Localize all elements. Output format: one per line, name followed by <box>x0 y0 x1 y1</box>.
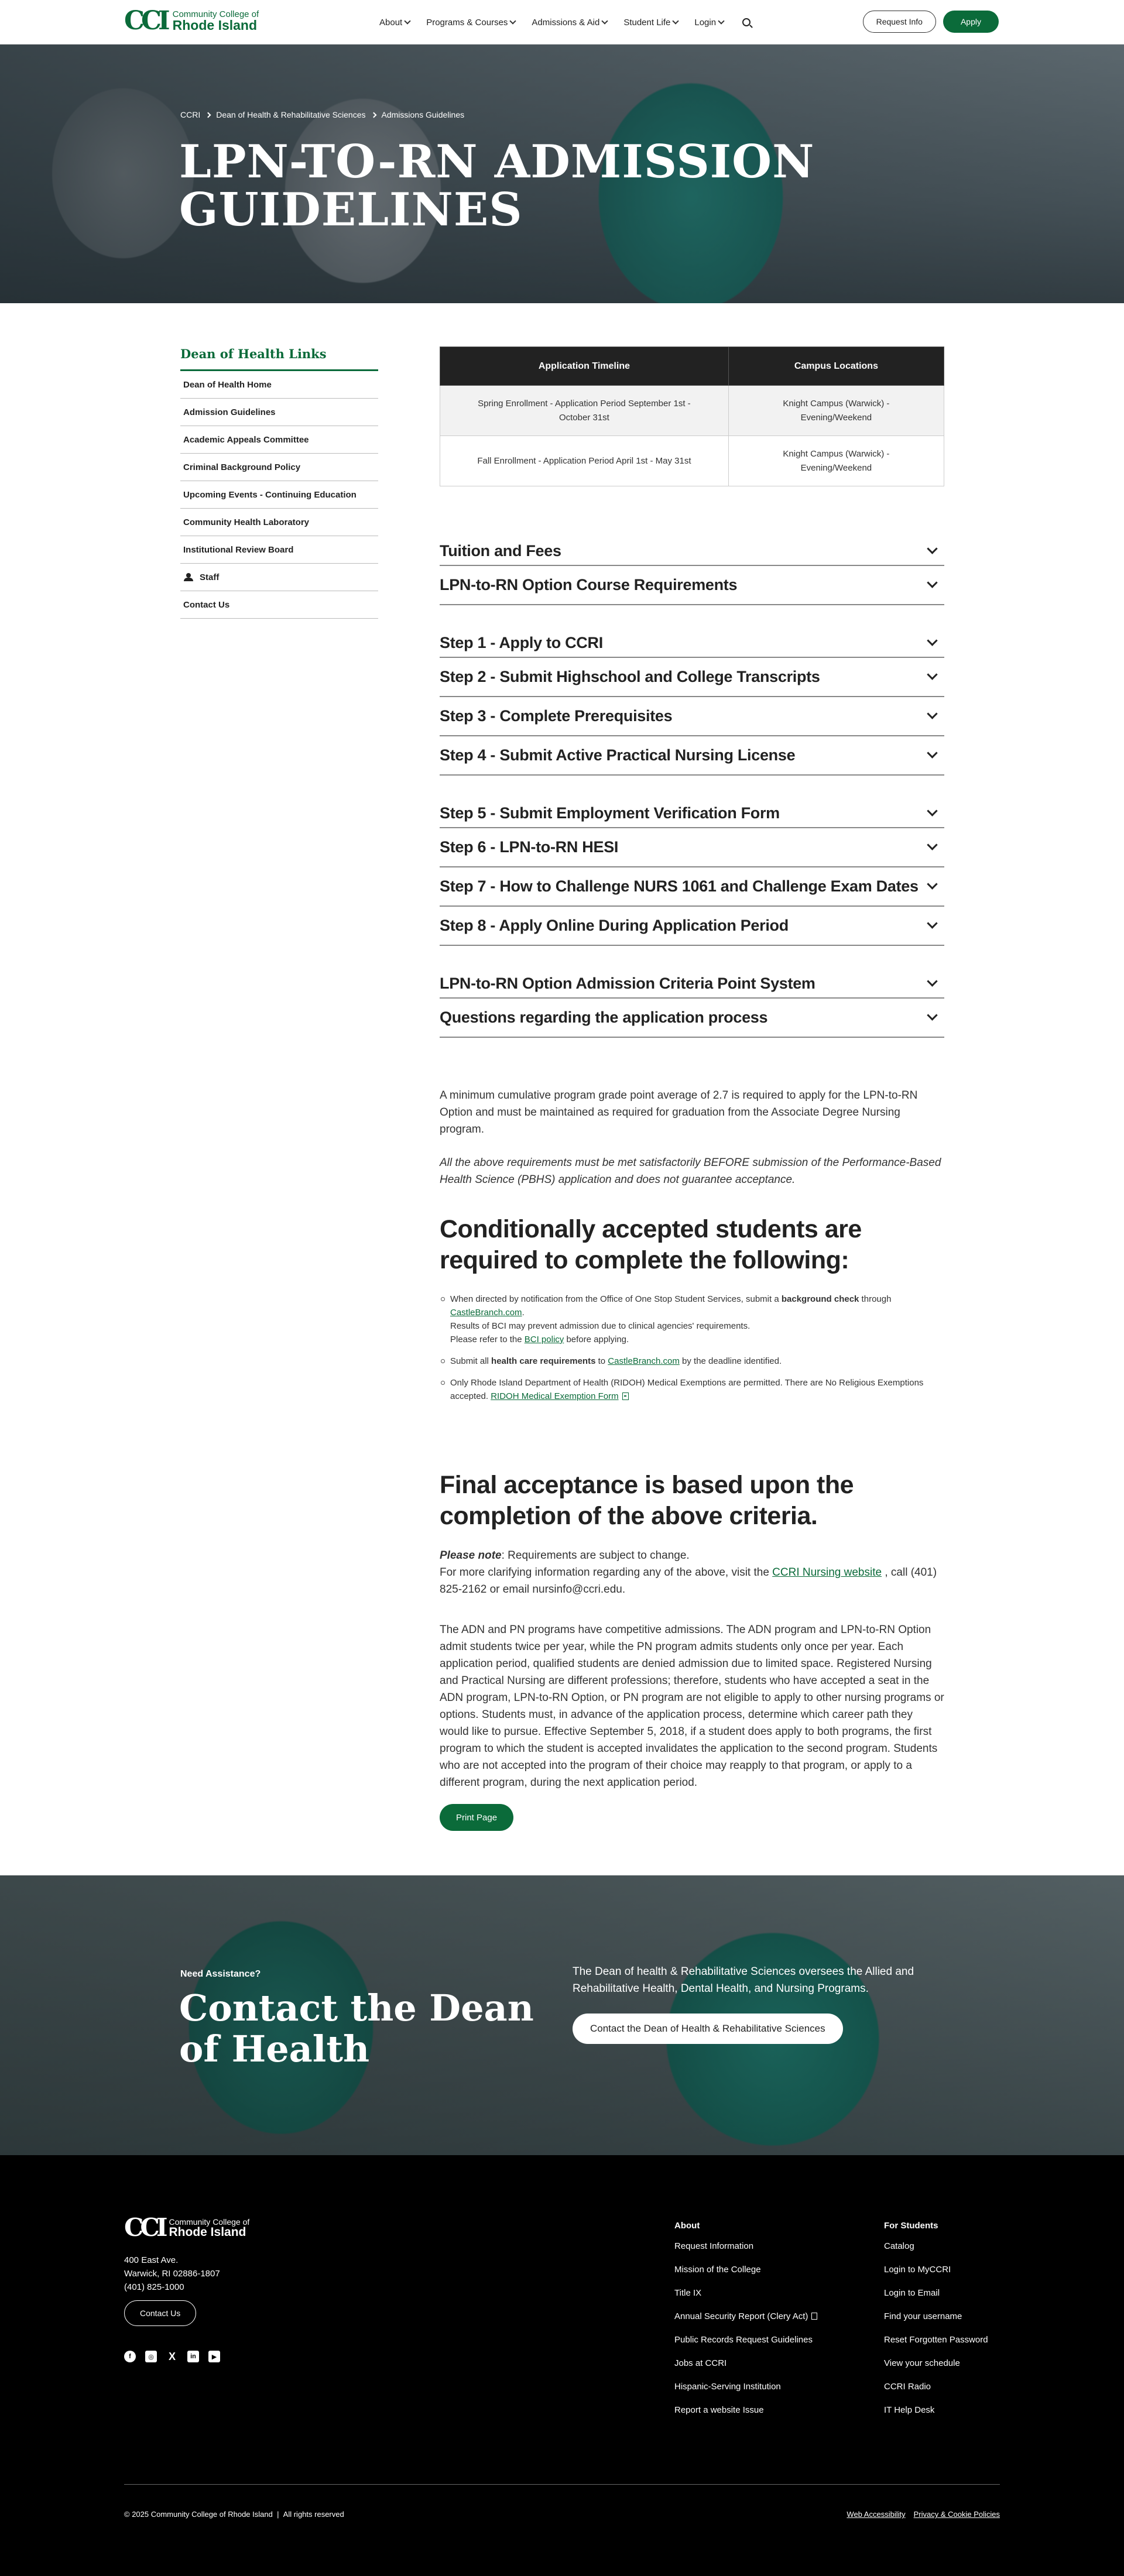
main-content <box>0 303 1124 1875</box>
legal-links <box>847 2510 1000 2519</box>
nav-admissions[interactable]: Admissions & Aid <box>532 18 607 28</box>
accordion-group-steps-1-4 <box>440 629 944 776</box>
breadcrumb-dean[interactable]: Dean of Health & Rehabilitative Sciences <box>216 110 366 119</box>
chevron-down-icon <box>927 805 937 816</box>
footer-col-title: About <box>674 2221 700 2231</box>
accordion-step-4[interactable]: Step 4 - Submit Active Practical Nursing License <box>440 736 944 776</box>
list-item: Only Rhode Island Department of Health (RIDOH) Medical Exemptions are permitted. There are No Religious Exemptions accepted. RIDOH Medical Exemption Form <box>440 1376 944 1403</box>
header-actions <box>863 11 999 33</box>
requirements-list <box>440 1292 944 1403</box>
footer-link[interactable]: Title IX <box>674 2288 702 2298</box>
accordion-group-fees <box>440 537 944 605</box>
page-title: LPN-TO-RN ADMISSION GUIDELINES <box>179 135 815 236</box>
footer-link[interactable]: Hispanic-Serving Institution <box>674 2382 781 2392</box>
chevron-down-icon <box>405 18 411 24</box>
chevron-down-icon <box>510 18 516 24</box>
note-paragraph: Please note: Requirements are subject to change. For more clarifying information regarding any of the above, visit the CCRI Nursing website , call (401) 825-2162 or email nursinfo@ccri.edu. <box>440 1549 937 1596</box>
accordion-questions[interactable]: Questions regarding the application process <box>440 999 944 1038</box>
chevron-down-icon <box>927 976 937 986</box>
facebook-icon[interactable]: f <box>124 2351 136 2362</box>
web-accessibility-link[interactable]: Web Accessibility <box>847 2510 906 2519</box>
chevron-down-icon <box>927 708 937 719</box>
sidebar-item-academic-appeals[interactable]: Academic Appeals Committee <box>180 426 378 454</box>
accordion-step-8[interactable]: Step 8 - Apply Online During Application Period <box>440 907 944 946</box>
logo-line1: Community College of <box>172 9 259 19</box>
accordion-group-criteria <box>440 969 944 1038</box>
breadcrumb-current: Admissions Guidelines <box>381 110 465 119</box>
conditional-heading: Conditionally accepted students are required to complete the following: <box>440 1215 862 1274</box>
list-item: When directed by notification from the Office of One Stop Student Services, submit a background check through CastleBranch.com. Results of BCI may prevent admission due to clinical agencies' requirements. Please refer to the BCI policy before applying. <box>440 1292 944 1346</box>
application-timeline-table <box>440 347 944 486</box>
logo-mark: CCI <box>124 6 167 36</box>
linkedin-icon[interactable]: in <box>187 2351 199 2362</box>
table-cell: Knight Campus (Warwick) - Evening/Weekend <box>728 436 944 486</box>
document-icon <box>622 1392 629 1400</box>
castlebranch-link[interactable]: CastleBranch.com <box>450 1308 522 1318</box>
accordion-point-system[interactable]: LPN-to-RN Option Admission Criteria Point System <box>440 969 944 999</box>
chevron-down-icon <box>927 669 937 680</box>
search-icon[interactable] <box>742 18 751 26</box>
table-cell: Spring Enrollment - Application Period September 1st - October 31st <box>440 386 729 436</box>
accordion-step-6[interactable]: Step 6 - LPN-to-RN HESI <box>440 828 944 867</box>
chevron-down-icon <box>927 543 937 554</box>
contact-title: Contact the Dean of Health <box>179 1987 534 2070</box>
chevron-right-icon <box>205 112 211 118</box>
sidebar-item-contact[interactable]: Contact Us <box>180 591 378 619</box>
footer-link[interactable]: Public Records Request Guidelines <box>674 2335 813 2345</box>
accordion-step-3[interactable]: Step 3 - Complete Prerequisites <box>440 697 944 736</box>
footer-link[interactable]: Catalog <box>884 2241 914 2251</box>
sidebar-item-admission-guidelines[interactable]: Admission Guidelines <box>180 399 378 426</box>
footer-logo[interactable]: CCI Community College of Rhode Island <box>124 2213 250 2242</box>
accordion-step-5[interactable]: Step 5 - Submit Employment Verification Form <box>440 799 944 828</box>
footer-divider <box>124 2484 1000 2485</box>
footer-link[interactable]: Jobs at CCRI <box>674 2358 727 2368</box>
chevron-down-icon <box>927 839 937 850</box>
castlebranch-link[interactable]: CastleBranch.com <box>608 1356 680 1366</box>
chevron-down-icon <box>927 918 937 928</box>
logo-line2: Rhode Island <box>172 18 258 33</box>
table-row <box>440 386 944 436</box>
list-item: Submit all health care requirements to CastleBranch.com by the deadline identified. <box>440 1354 944 1368</box>
accordion-step-1[interactable]: Step 1 - Apply to CCRI <box>440 629 944 658</box>
gpa-paragraph: A minimum cumulative program grade point average of 2.7 is required to apply for the LPN-to-RN Option and must be maintained as required for graduation from the Associate Degree Nursing program. <box>440 1089 918 1136</box>
chevron-down-icon <box>927 747 937 758</box>
footer-link[interactable]: Login to Email <box>884 2288 940 2298</box>
breadcrumb-ccri[interactable]: CCRI <box>180 110 201 119</box>
footer-link[interactable]: View your schedule <box>884 2358 960 2368</box>
nav-login[interactable]: Login <box>694 18 724 28</box>
chevron-down-icon <box>927 635 937 646</box>
document-icon <box>811 2313 817 2320</box>
nav-about[interactable]: About <box>379 18 410 28</box>
footer-link[interactable]: Mission of the College <box>674 2265 761 2275</box>
nav-programs[interactable]: Programs & Courses <box>426 18 515 28</box>
contact-kicker: Need Assistance? <box>180 1969 261 1979</box>
breadcrumb <box>180 110 464 119</box>
site-logo[interactable] <box>124 8 259 34</box>
accordion-group-steps-5-8 <box>440 799 944 946</box>
sidebar-item-staff[interactable]: Staff <box>180 564 378 591</box>
main-nav <box>379 0 751 44</box>
nav-student-life[interactable]: Student Life <box>623 18 678 28</box>
sidebar-item-irb[interactable]: Institutional Review Board <box>180 536 378 564</box>
footer-link[interactable]: Login to MyCCRI <box>884 2265 951 2275</box>
footer-link[interactable]: Annual Security Report (Clery Act) <box>674 2311 808 2321</box>
footer-link[interactable]: CCRI Radio <box>884 2382 931 2392</box>
sidebar-item-community-lab[interactable]: Community Health Laboratory <box>180 509 378 536</box>
social-links <box>124 2351 220 2362</box>
sidebar-title: Dean of Health Links <box>180 347 378 371</box>
accordion-course-requirements[interactable]: LPN-to-RN Option Course Requirements <box>440 566 944 605</box>
bci-policy-link[interactable]: BCI policy <box>524 1335 564 1344</box>
contact-dean-button[interactable]: Contact the Dean of Health & Rehabilitative Sciences <box>573 2014 843 2044</box>
youtube-icon[interactable]: ▶ <box>208 2351 220 2362</box>
request-info-button[interactable]: Request Info <box>863 11 936 33</box>
final-acceptance-heading: Final acceptance is based upon the completion of the above criteria. <box>440 1471 854 1530</box>
table-header-row <box>440 347 944 386</box>
sidebar <box>180 347 378 619</box>
footer-col-title: For Students <box>884 2221 938 2231</box>
instagram-icon[interactable]: ◎ <box>145 2351 157 2362</box>
footer-link[interactable]: Report a website Issue <box>674 2405 764 2415</box>
contact-banner <box>0 1875 1124 2155</box>
accordion-tuition[interactable]: Tuition and Fees <box>440 537 944 566</box>
footer-link[interactable]: IT Help Desk <box>884 2405 935 2415</box>
nursing-website-link[interactable]: CCRI Nursing website <box>772 1566 882 1579</box>
chevron-right-icon <box>371 112 376 118</box>
footer-link[interactable]: Reset Forgotten Password <box>884 2335 988 2345</box>
hero-banner <box>0 44 1124 303</box>
table-cell: Fall Enrollment - Application Period April 1st - May 31st <box>440 436 729 486</box>
print-page-button[interactable]: Print Page <box>440 1804 513 1831</box>
table-header: Application Timeline <box>440 347 729 386</box>
table-cell: Knight Campus (Warwick) - Evening/Weekend <box>728 386 944 436</box>
table-header: Campus Locations <box>728 347 944 386</box>
ridoh-exemption-form-link[interactable]: RIDOH Medical Exemption Form <box>491 1391 619 1401</box>
privacy-policy-link[interactable]: Privacy & Cookie Policies <box>913 2510 1000 2519</box>
chevron-down-icon <box>927 879 937 889</box>
footer-link[interactable]: Request Information <box>674 2241 754 2251</box>
requirements-note: All the above requirements must be met satisfactorily BEFORE submission of the Performance-Based Health Science (PBHS) application and does not guarantee acceptance. <box>440 1157 941 1186</box>
chevron-down-icon <box>673 18 679 24</box>
contact-description: The Dean of health & Rehabilitative Sciences oversees the Allied and Rehabilitative Health, Dental Health, and Nursing Programs. <box>573 1966 914 1995</box>
site-footer <box>0 2155 1124 2576</box>
footer-contact-button[interactable]: Contact Us <box>124 2300 196 2326</box>
copyright: © 2025 Community College of Rhode Island | All rights reserved <box>124 2510 344 2519</box>
chevron-down-icon <box>718 18 724 24</box>
apply-button[interactable]: Apply <box>943 11 999 33</box>
accordion-step-7[interactable]: Step 7 - How to Challenge NURS 1061 and Challenge Exam Dates <box>440 867 944 907</box>
footer-col-students <box>884 2221 988 2428</box>
accordion-step-2[interactable]: Step 2 - Submit Highschool and College Transcripts <box>440 658 944 697</box>
logo-mark: CCI <box>124 2213 165 2242</box>
x-icon[interactable]: X <box>168 2350 176 2362</box>
site-header <box>0 0 1124 44</box>
footer-address: 400 East Ave. Warwick, RI 02886-1807 (401) 825-1000 <box>124 2255 220 2292</box>
footer-col-about <box>674 2221 817 2428</box>
chevron-down-icon <box>927 1010 937 1020</box>
chevron-down-icon <box>927 577 937 588</box>
users-icon <box>183 573 195 581</box>
footer-link[interactable]: Find your username <box>884 2311 962 2321</box>
chevron-down-icon <box>602 18 608 24</box>
sidebar-item-upcoming-events[interactable]: Upcoming Events - Continuing Education <box>180 481 378 509</box>
sidebar-item-dean-home[interactable]: Dean of Health Home <box>180 371 378 399</box>
article <box>440 347 944 1831</box>
adn-paragraph: The ADN and PN programs have competitive admissions. The ADN program and LPN-to-RN Option admit students twice per year, while the PN program admits students only once per year. Each application period, qualified students are denied admission due to limited space. Registered Nursing and Practical Nursing are different professions; therefore, students who have accepted a seat in the ADN program, LPN-to-RN Option, or PN program are not eligible to apply to other nursing programs or options. Students must, in advance of the application process, determine which career path they would like to pursue. Effective September 5, 2018, if a student does apply to both programs, the first program to which the student is accepted invalidates the application to the second program. Students who are not accepted into the program of their choice may reapply to that program, or apply to a different program, during the next application period. <box>440 1624 944 1789</box>
table-row <box>440 436 944 486</box>
sidebar-item-criminal-background[interactable]: Criminal Background Policy <box>180 454 378 481</box>
